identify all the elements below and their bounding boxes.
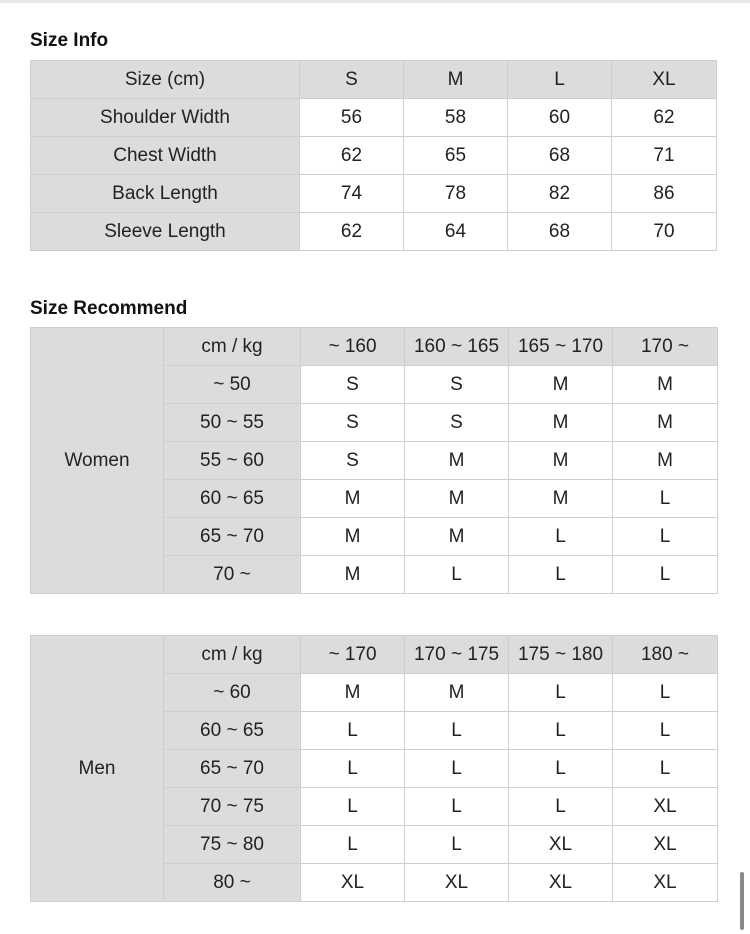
header-cell: ~ 170 — [301, 636, 405, 674]
table-cell: XL — [613, 826, 718, 864]
table-row — [31, 175, 717, 213]
table-cell: L — [301, 712, 405, 750]
table-cell: XL — [613, 864, 718, 902]
header-cell: XL — [612, 61, 717, 99]
table-cell: M — [509, 404, 613, 442]
table-row — [31, 213, 717, 251]
table-cell: L — [509, 788, 613, 826]
women-group-label: Women — [31, 328, 164, 594]
table-cell: L — [509, 674, 613, 712]
table-cell: M — [405, 518, 509, 556]
table-cell: M — [301, 556, 405, 594]
table-cell: XL — [613, 788, 718, 826]
row-label: Sleeve Length — [31, 213, 300, 251]
table-cell: L — [509, 712, 613, 750]
table-cell: L — [509, 556, 613, 594]
weight-label: ~ 60 — [164, 674, 301, 712]
table-header-row — [31, 61, 717, 99]
weight-label: 70 ~ — [164, 556, 301, 594]
table-cell: 62 — [300, 137, 404, 175]
table-cell: 82 — [508, 175, 612, 213]
men-group-label: Men — [31, 636, 164, 902]
table-cell: L — [405, 750, 509, 788]
weight-label: 60 ~ 65 — [164, 480, 301, 518]
table-cell: 64 — [404, 213, 508, 251]
weight-label: ~ 50 — [164, 366, 301, 404]
table-cell: 86 — [612, 175, 717, 213]
table-cell: XL — [301, 864, 405, 902]
table-cell: 74 — [300, 175, 404, 213]
table-cell: 60 — [508, 99, 612, 137]
header-cell: 175 ~ 180 — [509, 636, 613, 674]
header-cell: 165 ~ 170 — [509, 328, 613, 366]
row-label: Shoulder Width — [31, 99, 300, 137]
table-cell: L — [405, 712, 509, 750]
row-label: Chest Width — [31, 137, 300, 175]
table-cell: 70 — [612, 213, 717, 251]
table-cell: S — [301, 366, 405, 404]
table-cell: S — [301, 404, 405, 442]
table-row — [31, 99, 717, 137]
table-cell: M — [301, 518, 405, 556]
header-cell: 170 ~ — [613, 328, 718, 366]
weight-label: 80 ~ — [164, 864, 301, 902]
header-cell: ~ 160 — [301, 328, 405, 366]
table-cell: S — [301, 442, 405, 480]
table-cell: M — [509, 442, 613, 480]
header-cell: cm / kg — [164, 328, 301, 366]
table-cell: L — [613, 480, 718, 518]
weight-label: 70 ~ 75 — [164, 788, 301, 826]
header-cell: L — [508, 61, 612, 99]
top-divider — [0, 0, 750, 3]
header-cell: 180 ~ — [613, 636, 718, 674]
table-cell: S — [405, 366, 509, 404]
table-cell: L — [301, 788, 405, 826]
table-cell: 62 — [300, 213, 404, 251]
table-cell: M — [509, 480, 613, 518]
header-cell: M — [404, 61, 508, 99]
weight-label: 55 ~ 60 — [164, 442, 301, 480]
header-cell: cm / kg — [164, 636, 301, 674]
table-cell: M — [301, 480, 405, 518]
size-recommend-title: Size Recommend — [30, 298, 188, 319]
row-label: Back Length — [31, 175, 300, 213]
size-info-table — [30, 60, 717, 251]
weight-label: 65 ~ 70 — [164, 750, 301, 788]
table-cell: XL — [405, 864, 509, 902]
men-size-table — [30, 635, 718, 902]
header-cell: 170 ~ 175 — [405, 636, 509, 674]
table-cell: M — [301, 674, 405, 712]
table-cell: L — [405, 826, 509, 864]
table-cell: 65 — [404, 137, 508, 175]
table-cell: S — [405, 404, 509, 442]
table-header-row — [31, 328, 718, 366]
table-cell: L — [405, 788, 509, 826]
table-header-row — [31, 636, 718, 674]
table-cell: L — [509, 518, 613, 556]
table-cell: L — [613, 518, 718, 556]
weight-label: 60 ~ 65 — [164, 712, 301, 750]
table-cell: 56 — [300, 99, 404, 137]
table-cell: XL — [509, 826, 613, 864]
table-cell: L — [613, 674, 718, 712]
header-cell: Size (cm) — [31, 61, 300, 99]
header-cell: S — [300, 61, 404, 99]
table-cell: L — [509, 750, 613, 788]
table-cell: 68 — [508, 213, 612, 251]
header-cell: 160 ~ 165 — [405, 328, 509, 366]
table-row — [31, 137, 717, 175]
table-cell: 78 — [404, 175, 508, 213]
table-cell: 68 — [508, 137, 612, 175]
table-cell: M — [509, 366, 613, 404]
table-cell: L — [301, 750, 405, 788]
women-size-table — [30, 327, 718, 594]
table-cell: M — [613, 442, 718, 480]
table-cell: M — [405, 674, 509, 712]
scrollbar[interactable] — [740, 872, 744, 930]
table-cell: XL — [509, 864, 613, 902]
table-cell: L — [613, 712, 718, 750]
weight-label: 50 ~ 55 — [164, 404, 301, 442]
weight-label: 65 ~ 70 — [164, 518, 301, 556]
table-cell: L — [301, 826, 405, 864]
weight-label: 75 ~ 80 — [164, 826, 301, 864]
table-cell: 62 — [612, 99, 717, 137]
table-cell: M — [405, 480, 509, 518]
table-cell: M — [405, 442, 509, 480]
table-cell: 71 — [612, 137, 717, 175]
table-cell: M — [613, 404, 718, 442]
size-info-title: Size Info — [30, 30, 109, 51]
table-cell: 58 — [404, 99, 508, 137]
table-cell: L — [405, 556, 509, 594]
table-cell: L — [613, 556, 718, 594]
table-cell: L — [613, 750, 718, 788]
table-cell: M — [613, 366, 718, 404]
